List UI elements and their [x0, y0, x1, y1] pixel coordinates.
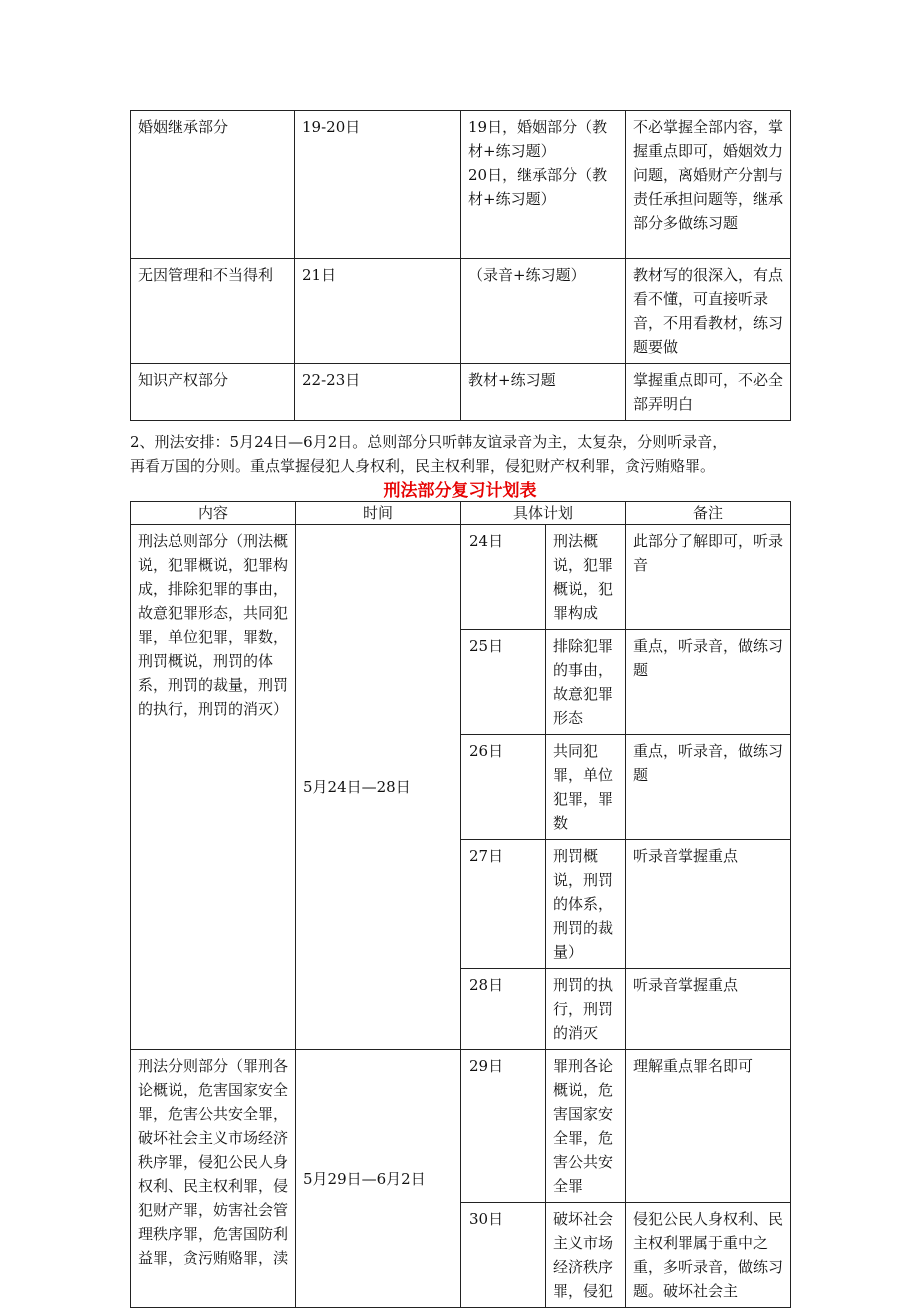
plan-line: （录音+练习题）: [468, 266, 586, 284]
header-row: [131, 502, 791, 525]
day-cell: 28日: [461, 969, 546, 1050]
plan-line: 教材+练习题: [468, 371, 556, 389]
table-row: [131, 111, 791, 259]
day-cell: 25日: [461, 630, 546, 735]
note-cell: 重点，听录音，做练习题: [626, 735, 791, 840]
plan-line: 19日，婚姻部分（教材+练习题）: [468, 118, 608, 160]
plan-cell: [461, 111, 626, 259]
header-time: 时间: [296, 502, 461, 525]
criminal-law-plan-table: [130, 501, 791, 1308]
plan-cell: [461, 364, 626, 421]
note-cell: 重点，听录音，做练习题: [626, 630, 791, 735]
day-cell: 29日: [461, 1050, 546, 1203]
note-cell: 侵犯公民人身权利、民主权利罪属于重中之重，多听录音，做练习题。破坏社会主: [626, 1203, 791, 1308]
time-cell: 19-20日: [295, 111, 461, 259]
group-content-cell: 刑法总则部分（刑法概说，犯罪概说，犯罪构成，排除犯罪的事由，故意犯罪形态，共同犯罪，单位犯罪，罪数，刑罚概说，刑罚的体系，刑罚的裁量，刑罚的执行，刑罚的消灭）: [131, 525, 296, 1050]
group-time-cell: 5月24日—28日: [296, 525, 461, 1050]
civil-law-plan-table: [130, 110, 791, 421]
day-cell: 24日: [461, 525, 546, 630]
time-cell: 21日: [295, 259, 461, 364]
table-row: [131, 1050, 791, 1203]
paragraph-line: 2、刑法安排：5月24日—6月2日。总则部分只听韩友谊录音为主，太复杂，分则听录音，: [130, 433, 728, 451]
topic-cell: 破坏社会主义市场经济秩序罪，侵犯: [546, 1203, 626, 1308]
topic-cell: 刑法概说，犯罪概说，犯罪构成: [546, 525, 626, 630]
note-cell: 教材写的很深入，有点看不懂，可直接听录音，不用看教材，练习题要做: [626, 259, 791, 364]
header-note: 备注: [626, 502, 791, 525]
group-time-cell: 5月29日—6月2日: [296, 1050, 461, 1308]
day-cell: 27日: [461, 840, 546, 969]
table-row: [131, 259, 791, 364]
note-cell: 此部分了解即可，听录音: [626, 525, 791, 630]
note-cell: 听录音掌握重点: [626, 840, 791, 969]
note-cell: 理解重点罪名即可: [626, 1050, 791, 1203]
day-cell: 26日: [461, 735, 546, 840]
group-content-cell: 刑法分则部分（罪刑各论概说，危害国家安全罪，危害公共安全罪，破坏社会主义市场经济秩序罪，侵犯公民人身权利、民主权利罪，侵犯财产罪，妨害社会管理秩序罪，危害国防利益罪，贪污贿赂罪，渎: [131, 1050, 296, 1308]
content-cell: 婚姻继承部分: [131, 111, 295, 259]
note-cell: 听录音掌握重点: [626, 969, 791, 1050]
header-content: 内容: [131, 502, 296, 525]
time-cell: 22-23日: [295, 364, 461, 421]
table-row: [131, 525, 791, 630]
header-plan: 具体计划: [461, 502, 626, 525]
paragraph-line: 再看万国的分则。重点掌握侵犯人身权利，民主权利罪，侵犯财产权利罪，贪污贿赂罪。: [130, 457, 716, 475]
topic-cell: 罪刑各论概说，危害国家安全罪，危害公共安全罪: [546, 1050, 626, 1203]
table-row: [131, 364, 791, 421]
note-cell: 不必掌握全部内容，掌握重点即可，婚姻效力问题，离婚财产分割与责任承担问题等，继承部分多做练习题: [626, 111, 791, 259]
topic-cell: 刑罚概说，刑罚的体系，刑罚的裁量）: [546, 840, 626, 969]
note-cell: 掌握重点即可，不必全部弄明白: [626, 364, 791, 421]
topic-cell: 共同犯罪，单位犯罪，罪数: [546, 735, 626, 840]
plan-cell: [461, 259, 626, 364]
table-title: 刑法部分复习计划表: [383, 481, 537, 501]
criminal-law-schedule-paragraph: [130, 430, 790, 478]
content-cell: 无因管理和不当得利: [131, 259, 295, 364]
topic-cell: 刑罚的执行，刑罚的消灭: [546, 969, 626, 1050]
content-cell: 知识产权部分: [131, 364, 295, 421]
topic-cell: 排除犯罪的事由，故意犯罪形态: [546, 630, 626, 735]
day-cell: 30日: [461, 1203, 546, 1308]
plan-line: 20日，继承部分（教材+练习题）: [468, 166, 608, 208]
